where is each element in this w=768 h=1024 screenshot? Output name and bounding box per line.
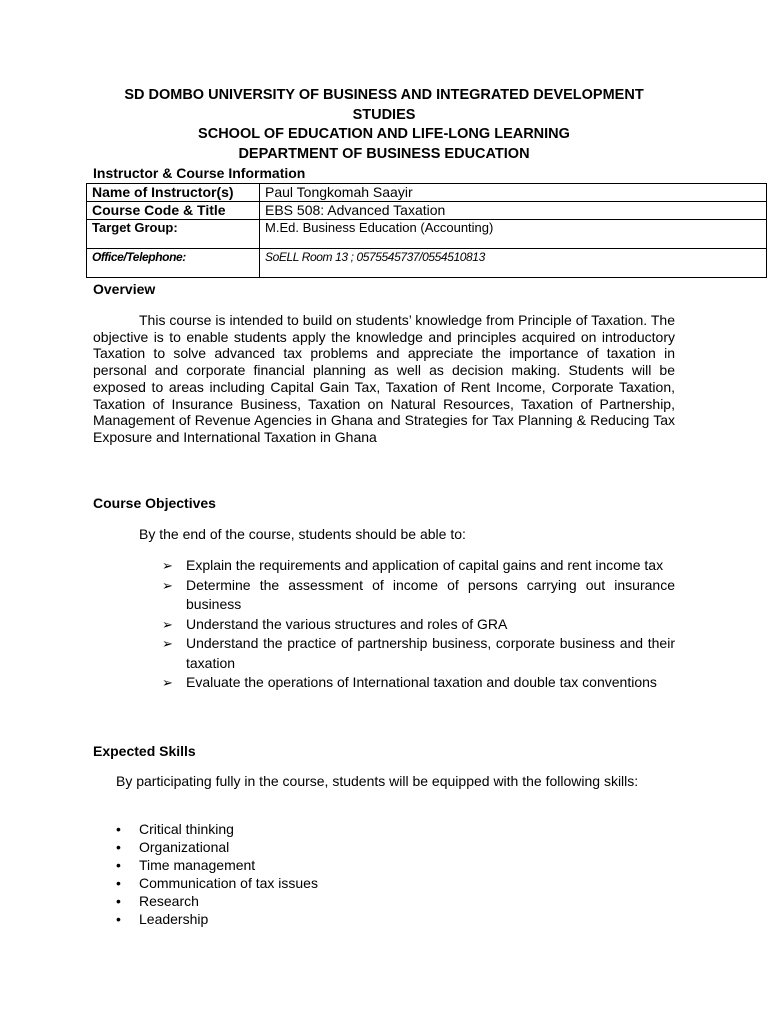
info-heading: Instructor & Course Information <box>93 165 306 181</box>
course-info-table <box>86 183 767 278</box>
skills-list <box>115 820 318 928</box>
list-item: ➢ Explain the requirements and application of capital gains and rent income tax <box>160 556 675 576</box>
university-name-cont: STUDIES <box>352 106 416 123</box>
document-header <box>93 86 675 164</box>
list-item: • Research <box>116 893 199 909</box>
office-label: Office/Telephone: <box>87 249 260 278</box>
list-item: ➢ Determine the assessment of income of persons carrying out insurance business <box>162 576 675 612</box>
arrow-bullet-icon: ➢ <box>162 675 173 690</box>
list-item: ➢ Understand the practice of partnership business, corporate business and their taxation <box>162 635 675 671</box>
list-item: • Critical thinking <box>116 821 234 837</box>
list-item: • Time management <box>116 857 256 873</box>
list-item: • Organizational <box>116 839 230 855</box>
overview-heading: Overview <box>93 281 156 297</box>
table-row <box>87 184 767 202</box>
dot-bullet-icon: • <box>116 893 121 909</box>
objectives-heading: Course Objectives <box>93 495 216 511</box>
objectives-list <box>160 556 675 693</box>
arrow-bullet-icon: ➢ <box>162 636 173 651</box>
arrow-bullet-icon: ➢ <box>162 577 173 593</box>
university-name: SD DOMBO UNIVERSITY OF BUSINESS AND INTEGRATED DEVELOPMENT <box>124 87 644 103</box>
school-name: SCHOOL OF EDUCATION AND LIFE-LONG LEARNING <box>198 126 570 142</box>
skills-intro: By participating fully in the course, students will be equipped with the following skills: <box>116 773 639 789</box>
list-item: • Leadership <box>116 911 209 927</box>
dot-bullet-icon: • <box>116 821 121 837</box>
target-group-value: M.Ed. Business Education (Accounting) <box>260 220 767 249</box>
instructor-label: Name of Instructor(s) <box>87 184 260 202</box>
table-row <box>87 202 767 220</box>
dot-bullet-icon: • <box>116 839 121 855</box>
dot-bullet-icon: • <box>116 911 121 927</box>
arrow-bullet-icon: ➢ <box>162 616 173 632</box>
dot-bullet-icon: • <box>116 857 121 873</box>
target-group-label: Target Group: <box>87 220 260 249</box>
course-code-value: EBS 508: Advanced Taxation <box>260 202 767 220</box>
dot-bullet-icon: • <box>116 875 121 891</box>
table-row <box>87 249 767 278</box>
list-item: • Communication of tax issues <box>116 875 318 891</box>
overview-text: This course is intended to build on students’ knowledge from Principle of Taxation. The objective is to enable students apply the knowledge and principles acquired on introductory Taxation to solve advanced tax problems and appreciate the importance of taxation in personal and corporate financial planning as well as decision making. Students will be exposed to areas including Capital Gain Tax, Taxation of Rent Income, Corporate Taxation, Taxation of Insurance Business, Taxation on Natural Resources, Taxation of Partnership, Management of Revenue Agencies in Ghana and Strategies for Tax Planning & Reducing Tax Exposure and International Taxation in Ghana <box>93 312 675 445</box>
objectives-intro: By the end of the course, students should be able to: <box>139 526 466 542</box>
instructor-value: Paul Tongkomah Saayir <box>260 184 767 202</box>
arrow-bullet-icon: ➢ <box>162 558 173 573</box>
table-row <box>87 220 767 249</box>
list-item: ➢ Understand the various structures and roles of GRA <box>160 615 675 635</box>
department-name: DEPARTMENT OF BUSINESS EDUCATION <box>238 145 530 162</box>
skills-heading: Expected Skills <box>93 743 196 759</box>
course-code-label: Course Code & Title <box>87 202 260 220</box>
office-value: SoELL Room 13 ; 0575545737/0554510813 <box>260 249 767 278</box>
list-item: ➢ Evaluate the operations of International taxation and double tax conventions <box>160 673 675 693</box>
